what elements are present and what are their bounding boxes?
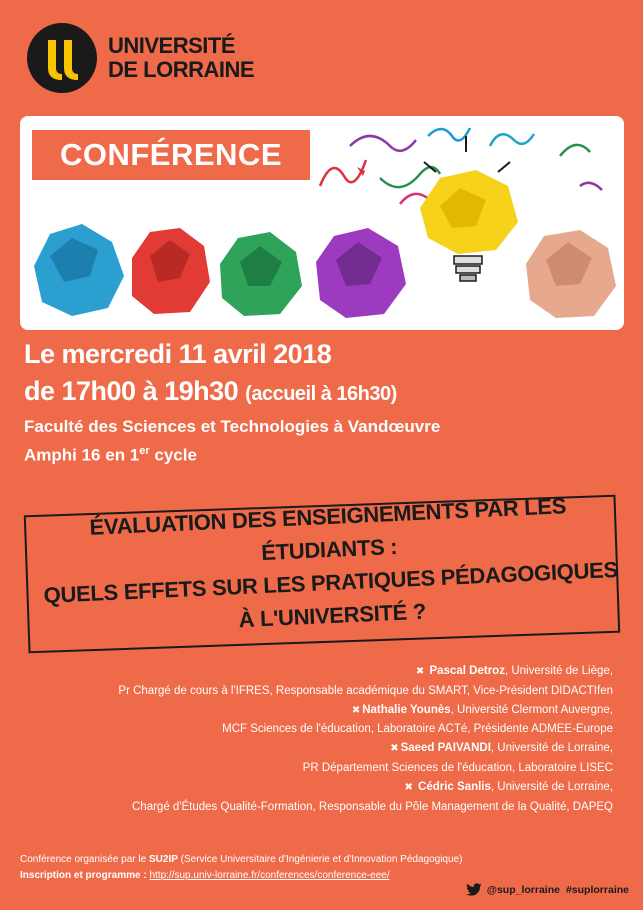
speaker-affiliation: , Université Clermont Auvergne, (450, 703, 613, 716)
university-name (108, 34, 254, 82)
speaker-name-row (118, 739, 613, 759)
title-line2: QUELS EFFETS SUR LES PRATIQUES PÉDAGOGIQUES (43, 556, 619, 609)
speaker-name: Pascal Detroz (429, 665, 505, 677)
inscription-label: Inscription et programme : (20, 870, 150, 881)
footer (20, 852, 462, 884)
twitter-bird-icon[interactable] (465, 883, 483, 897)
speaker-role: Pr Chargé de cours à l'IFRES, Responsable académique du SMART, Vice-Président DIDACTIfen (118, 684, 613, 697)
registration-link[interactable]: http://sup.univ-lorraine.fr/conferences/conference-eee/ (149, 870, 390, 881)
inscription-line (20, 868, 462, 884)
room-sup: er (139, 445, 150, 457)
university-logo[interactable] (26, 22, 254, 94)
speaker-name-row (118, 701, 613, 721)
speaker-role: Chargé d'Études Qualité-Formation, Responsable du Pôle Management de la Qualité, DAPEQ (132, 800, 613, 813)
title-line1: ÉVALUATION DES ENSEIGNEMENTS PAR LES ÉTUDIANTS : (88, 493, 567, 566)
speaker-affiliation: , Université de Lorraine, (490, 780, 613, 793)
event-time-row (24, 374, 440, 411)
speaker-name: Cédric Sanlis (418, 780, 491, 793)
speaker-role: MCF Sciences de l'éducation, Laboratoire ACTé, Présidente ADMEE-Europe (222, 723, 613, 736)
speaker-affiliation: , Université de Liège, (504, 665, 613, 677)
speaker-name-row (118, 778, 613, 798)
speaker-name: Nathalie Younès (362, 703, 451, 716)
title-line3: À L'UNIVERSITÉ ? (238, 598, 427, 633)
speakers-list (118, 662, 613, 816)
room-suffix: cycle (149, 445, 197, 465)
banner-image (20, 116, 624, 330)
logo-line1: UNIVERSITÉ (108, 33, 236, 58)
conference-title (37, 487, 622, 645)
hashtag[interactable]: #suplorraine (565, 884, 629, 896)
logo-line2: DE LORRAINE (108, 57, 255, 82)
cross-bullet-icon: ✖ (390, 743, 399, 755)
conference-label-box (32, 130, 310, 180)
speaker-name: Saeed PAIVANDI (400, 742, 491, 755)
cross-bullet-icon: ✖ (404, 781, 413, 793)
event-place: Faculté des Sciences et Technologies à Vandœuvre (24, 417, 441, 436)
speaker-affiliation: , Université de Lorraine, (490, 742, 613, 755)
room-prefix: Amphi 16 en 1 (24, 445, 140, 465)
university-logo-icon (26, 22, 98, 94)
organizer-name: SU2IP (148, 854, 178, 865)
social-links (465, 883, 629, 897)
speaker-role: PR Département Sciences de l'éducation, Laboratoire LISEC (302, 761, 613, 774)
speaker-name-row (118, 662, 613, 682)
twitter-handle[interactable]: @sup_lorraine (486, 884, 560, 896)
cross-bullet-icon: ✖ (351, 704, 361, 716)
organized-prefix: Conférence organisée par le (20, 854, 149, 865)
event-details (24, 338, 440, 468)
organized-suffix: (Service Universitaire d'Ingénierie et d'Innovation Pédagogique) (177, 854, 463, 865)
event-room (24, 439, 440, 468)
event-date: Le mercredi 11 avril 2018 (24, 339, 332, 369)
cross-bullet-icon: ✖ (415, 666, 425, 677)
event-time: de 17h00 à 19h30 (24, 376, 239, 406)
organizer-line (20, 852, 462, 868)
event-welcome: (accueil à 16h30) (245, 383, 397, 405)
conference-label: CONFÉRENCE (59, 137, 282, 172)
